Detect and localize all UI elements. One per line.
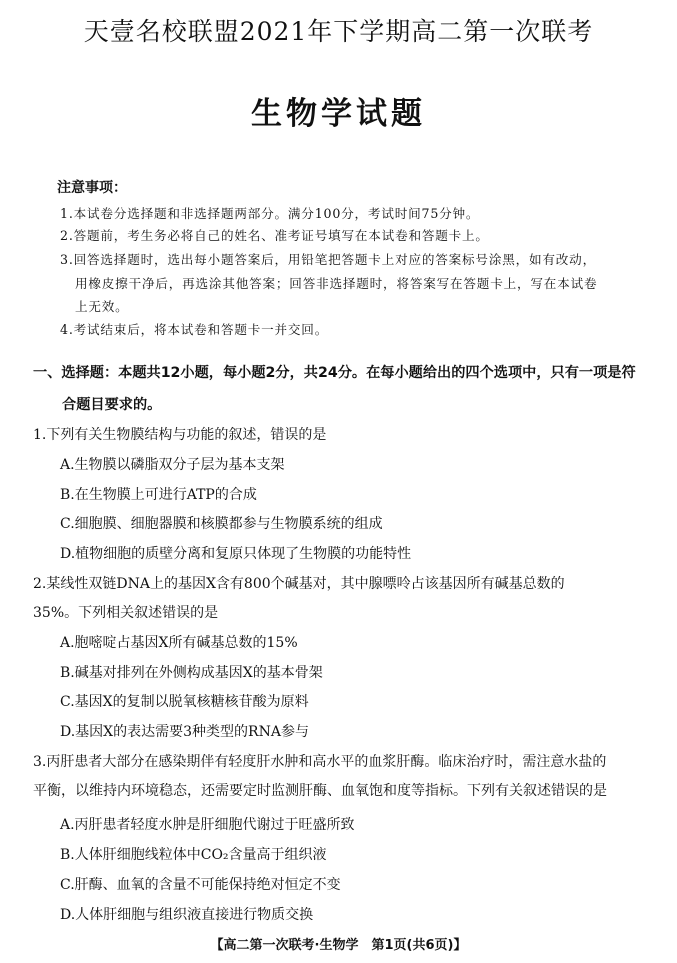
option-d: D.植物细胞的质壁分离和复原只体现了生物膜的功能特性: [60, 546, 412, 562]
option-b: B.碱基对排列在外侧构成基因X的基本骨架: [60, 665, 323, 681]
notice-item: 上无效。: [75, 299, 129, 314]
option-a: A.丙肝患者轻度水肿是肝细胞代谢过于旺盛所致: [60, 817, 355, 833]
option-c: C.细胞膜、细胞器膜和核膜都参与生物膜系统的组成: [60, 516, 383, 532]
question-stem: 平衡，以维持内环境稳态，还需要定时监测肝酶、血氧饱和度等指标。下列有关叙述错误的是: [33, 783, 607, 799]
section-heading: 合题目要求的。: [62, 397, 162, 413]
option-d: D.基因X的表达需要3种类型的RNA参与: [60, 724, 309, 740]
section-heading: 一、选择题：本题共12小题，每小题2分，共24分。在每小题给出的四个选项中，只有一项是符: [33, 365, 636, 381]
notice-title: 注意事项：: [57, 180, 127, 196]
notice-item: 用橡皮擦干净后，再选涂其他答案；回答非选择题时，将答案写在答题卡上，写在本试卷: [75, 276, 598, 291]
question-stem: 3.丙肝患者大部分在感染期伴有轻度肝水肿和高水平的血浆肝酶。临床治疗时，需注意水盐的: [33, 754, 607, 770]
notice-item: 2.答题前，考生务必将自己的姓名、准考证号填写在本试卷和答题卡上。: [60, 228, 489, 243]
option-b: B.人体肝细胞线粒体中CO₂含量高于组织液: [60, 847, 327, 863]
exam-header: 天壹名校联盟2021年下学期高二第一次联考: [83, 17, 594, 46]
notice-item: 1.本试卷分选择题和非选择题两部分。满分100分，考试时间75分钟。: [60, 206, 480, 221]
notice-item: 3.回答选择题时，选出每小题答案后，用铅笔把答题卡上对应的答案标号涂黑，如有改动，: [60, 252, 596, 267]
option-b: B.在生物膜上可进行ATP的合成: [60, 487, 257, 503]
page-footer: 【高二第一次联考·生物学 第1页(共6页)】: [210, 938, 467, 953]
question-stem: 2.某线性双链DNA上的基因X含有800个碱基对，其中腺嘌呤占该基因所有碱基总数的: [33, 576, 565, 592]
question-stem: 1.下列有关生物膜结构与功能的叙述，错误的是: [33, 427, 327, 443]
option-a: A.生物膜以磷脂双分子层为基本支架: [60, 457, 285, 473]
option-a: A.胞嘧啶占基因X所有碱基总数的15%: [60, 635, 298, 651]
page-title: 生物学试题: [251, 96, 426, 132]
notice-item: 4.考试结束后，将本试卷和答题卡一并交回。: [60, 322, 329, 337]
option-d: D.人体肝细胞与组织液直接进行物质交换: [60, 907, 314, 923]
question-stem: 35%。下列相关叙述错误的是: [33, 605, 219, 621]
option-c: C.基因X的复制以脱氧核糖核苷酸为原料: [60, 694, 309, 710]
option-c: C.肝酶、血氧的含量不可能保持绝对恒定不变: [60, 877, 341, 893]
